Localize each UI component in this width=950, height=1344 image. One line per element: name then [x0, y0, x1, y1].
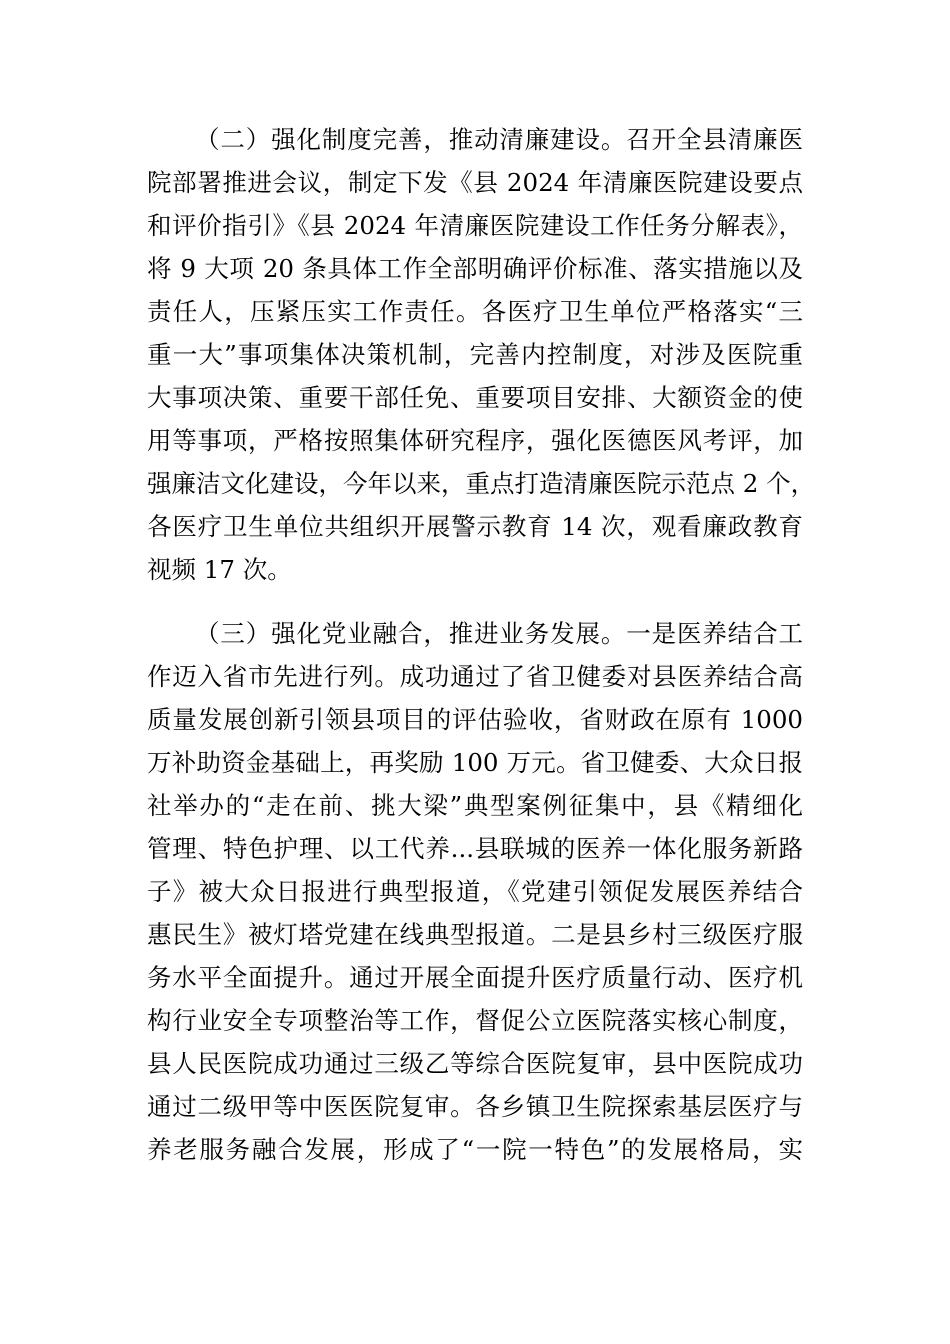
paragraph-line: 责任人，压紧压实工作责任。各医疗卫生单位严格落实“三 — [147, 297, 803, 326]
paragraph-line: 质量发展创新引领县项目的评估验收，省财政在原有 1000 — [147, 705, 803, 734]
paragraph-line: 万补助资金基础上，再奖励 100 万元。省卫健委、大众日报 — [147, 748, 803, 777]
paragraph-line: 通过二级甲等中医医院复审。各乡镇卫生院探索基层医疗与 — [147, 1092, 803, 1121]
paragraph-line: 将 9 大项 20 条具体工作全部明确评价标准、落实措施以及 — [147, 254, 803, 283]
paragraph-line: 视频 17 次。 — [147, 555, 292, 584]
paragraph-line: 构行业安全专项整治等工作，督促公立医院落实核心制度， — [147, 1006, 803, 1035]
paragraph-line: 管理、特色护理、以工代养...县联城的医养一体化服务新路 — [147, 834, 803, 863]
paragraph-line: 院部署推进会议，制定下发《县 2024 年清廉医院建设要点 — [147, 168, 803, 197]
paragraph-line: 重一大”事项集体决策机制，完善内控制度，对涉及医院重 — [147, 340, 803, 369]
paragraph-line: 用等事项，严格按照集体研究程序，强化医德医风考评，加 — [147, 426, 803, 455]
paragraph-line: 惠民生》被灯塔党建在线典型报道。二是县乡村三级医疗服 — [147, 920, 803, 949]
paragraph-line: 养老服务融合发展，形成了“一院一特色”的发展格局，实 — [147, 1135, 803, 1164]
paragraph-line: 大事项决策、重要干部任免、重要项目安排、大额资金的使 — [147, 383, 803, 412]
paragraph-line: 和评价指引》《县 2024 年清廉医院建设工作任务分解表》， — [147, 211, 803, 240]
paragraph-line: 强廉洁文化建设，今年以来，重点打造清廉医院示范点 2 个， — [147, 469, 816, 498]
paragraph-line: 县人民医院成功通过三级乙等综合医院复审，县中医院成功 — [147, 1049, 803, 1078]
paragraph-line: 社举办的“走在前、挑大梁”典型案例征集中，县《精细化 — [147, 791, 803, 820]
paragraph-line: 作迈入省市先进行列。成功通过了省卫健委对县医养结合高 — [147, 662, 803, 691]
paragraph-line: 子》被大众日报进行典型报道，《党建引领促发展医养结合 — [147, 877, 803, 906]
paragraph-line: （二）强化制度完善，推动清廉建设。召开全县清廉医 — [195, 125, 803, 154]
paragraph-line: 各医疗卫生单位共组织开展警示教育 14 次，观看廉政教育 — [147, 512, 803, 541]
paragraph-line: （三）强化党业融合，推进业务发展。一是医养结合工 — [195, 619, 803, 648]
paragraph-line: 务水平全面提升。通过开展全面提升医疗质量行动、医疗机 — [147, 963, 803, 992]
